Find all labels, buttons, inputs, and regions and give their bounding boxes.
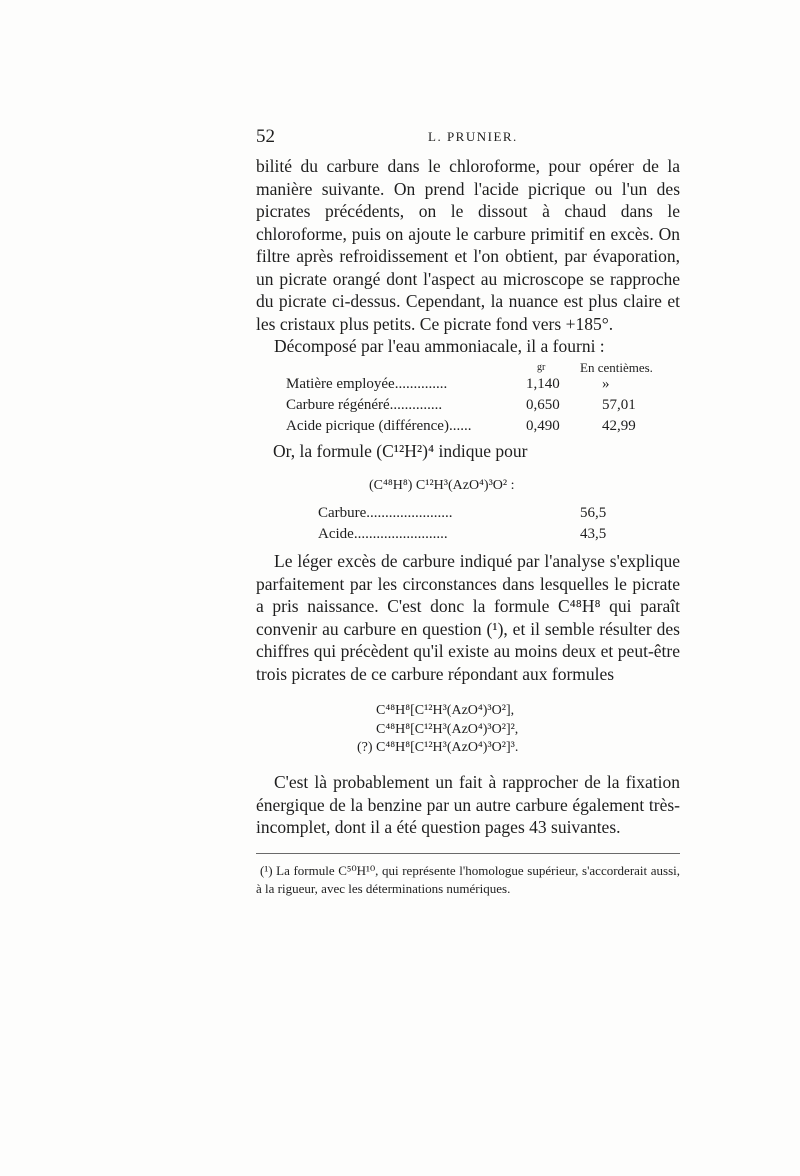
row-label: Carbure régénéré.............. [286,397,443,413]
row-label: Matière employée.............. [286,376,448,392]
row-grams: 1,140 [526,376,560,392]
formula-item: C⁴⁸H⁸[C¹²H³(AzO⁴)³O²]², [376,721,519,737]
row-percent: 57,01 [602,397,636,413]
table-row [286,376,676,397]
body-section-3 [256,771,680,839]
formula-intro: Or, la formule (C¹²H²)⁴ indique pour [273,441,528,461]
body-section-2 [256,550,680,685]
row-label: Acide......................... [318,526,448,542]
unit-grams: gr [537,362,546,373]
table-row [286,397,676,418]
row-grams: 0,650 [526,397,560,413]
paragraph-2: Décomposé par l'eau ammoniacale, il a fourni : [274,336,605,356]
paragraph-4: C'est là probablement un fait à rapprocher de la fixation énergique de la benzine par un autre carbure également très-incomplet, dont il a été question pages 43 suivantes. [256,772,680,837]
row-value: 56,5 [580,505,607,521]
paragraph-3: Le léger excès de carbure indiqué par l'analyse s'explique parfaitement par les circonstances dans lesquelles le picrate a pris naissance. C'est donc la formule C⁴⁸H⁸ qui paraît convenir au carbure en question (¹), et il semble résulter des chiffres qui précèdent qu'il existe au moins deux et peut-être trois picrates de ce carbure répondant aux formules [256,551,680,684]
formula-list [357,702,518,758]
analysis-table-header [286,360,676,376]
row-percent: 42,99 [602,418,636,434]
analysis-table [286,360,676,439]
row-label: Carbure....................... [318,505,453,521]
theoretical-table [318,505,618,547]
row-label: Acide picrique (différence)...... [286,418,472,434]
page-header [256,126,680,152]
table-row [286,418,676,439]
table-row [318,505,618,526]
footnote-text: (¹) La formule C⁵⁰H¹⁰, qui représente l'homologue supérieur, s'accorderait aussi, à la rigueur, avec les déterminations numériques. [256,863,680,896]
table-row [318,526,618,547]
formula-item: (?) C⁴⁸H⁸[C¹²H³(AzO⁴)³O²]³. [357,740,519,755]
footnote [256,862,680,898]
row-value: 43,5 [580,526,607,542]
page-number: 52 [256,126,275,147]
paragraph-1: bilité du carbure dans le chloroforme, pour opérer de la manière suivante. On prend l'acide picrique ou l'un des picrates précédents, on le dissout à chaud dans le chloroforme, puis on ajoute le carbure primitif en excès. On filtre après refroidissement et l'on obtient, par évaporation, un picrate orangé dont l'aspect au microscope se rapproche du picrate ci-dessus. Cependant, la nuance est plus claire et les cristaux plus petits. Ce picrate fond vers +185°. [256,156,680,334]
footnote-divider [256,853,680,854]
body-section-1 [256,155,680,358]
row-percent: » [602,376,610,392]
unit-percent: En centièmes. [580,360,653,375]
formula-item: C⁴⁸H⁸[C¹²H³(AzO⁴)³O²], [376,703,515,718]
formula-centered: (C⁴⁸H⁸) C¹²H³(AzO⁴)³O² : [369,478,515,493]
row-grams: 0,490 [526,418,560,434]
running-head: L. PRUNIER. [428,129,518,144]
